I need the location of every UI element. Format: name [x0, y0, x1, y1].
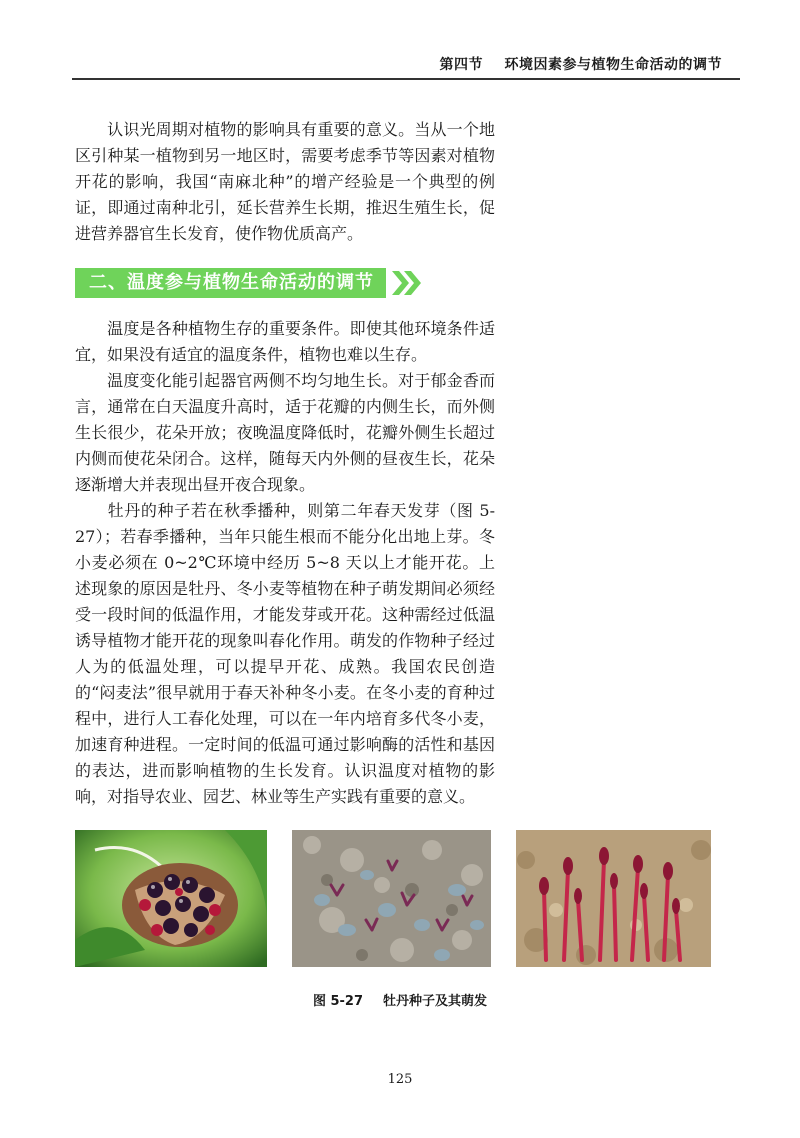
paragraph-text: 牡丹的种子若在秋季播种，则第二年春天发芽（图 5-27）；若春季播种，当年只能生根而不能分化出地上芽。冬小麦必须在 0~2℃环境中经历 5~8 天以上才能开花。上述现象的原因是牡丹、冬小麦等植物在种子萌发期间必须经受一段时间的低温作用，才能发芽或开花。这种需经过低温诱导植物才能开花的现象叫春化作用。萌发的作物种子经过人为的低温处理，可以提早开花、成熟。我国农民创造的“闷麦法”很早就用于春天补种冬小麦。在冬小麦的育种过程中，进行人工春化处理，可以在一年内培育多代冬小麦，加速育种进程。一定时间的低温可通过影响酶的活性和基因的表达，进而影响植物的生长发育。认识温度对植物的影响，对指导农业、园艺、林业等生产实践有重要的意义。 — [75, 501, 495, 806]
header-rule — [72, 78, 740, 80]
figure-label: 图 5-27 — [312, 994, 364, 1009]
paragraph-text: 认识光周期对植物的影响具有重要的意义。当从一个地区引种某一植物到另一地区时，需要考虑季节等因素对植物开花的影响，我国“南麻北种”的增产经验是一个典型的例证，即通过南种北引，延长营养生长期，推迟生殖生长，促进营养器官生长发育，使作物优质高产。 — [75, 120, 495, 243]
chapter-label: 第四节 — [439, 57, 483, 73]
paragraph-text: 温度变化能引起器官两侧不均匀地生长。对于郁金香而言，通常在白天温度升高时，适于花瓣的内侧生长，而外侧生长很少，花朵开放；夜晚温度降低时，花瓣外侧生长超过内侧而使花朵闭合。这样，随每天内外侧的昼夜生长，花朵逐渐增大并表现出昼开夜合现象。 — [75, 371, 495, 494]
page-number: 125 — [387, 1072, 413, 1087]
paragraph-vernalization — [75, 498, 495, 810]
red-peony-sprouts-photo — [516, 830, 711, 967]
section-heading — [75, 268, 424, 298]
peony-seed-pod-photo — [75, 830, 267, 967]
paragraph-tulip — [75, 368, 495, 498]
figure-caption — [0, 990, 800, 1009]
paragraph-temperature-importance — [75, 316, 495, 368]
section-title: 二、温度参与植物生命活动的调节 — [75, 268, 386, 298]
double-chevron-icon — [390, 268, 424, 298]
seedlings-in-soil-photo — [292, 830, 491, 967]
paragraph-text: 温度是各种植物生存的重要条件。即使其他环境条件适宜，如果没有适宜的温度条件，植物也难以生存。 — [75, 319, 495, 364]
paragraph-photoperiod — [75, 117, 495, 247]
running-header — [440, 54, 723, 74]
figure-caption-text: 牡丹种子及其萌发 — [383, 994, 488, 1009]
chapter-title: 环境因素参与植物生命活动的调节 — [504, 57, 722, 73]
